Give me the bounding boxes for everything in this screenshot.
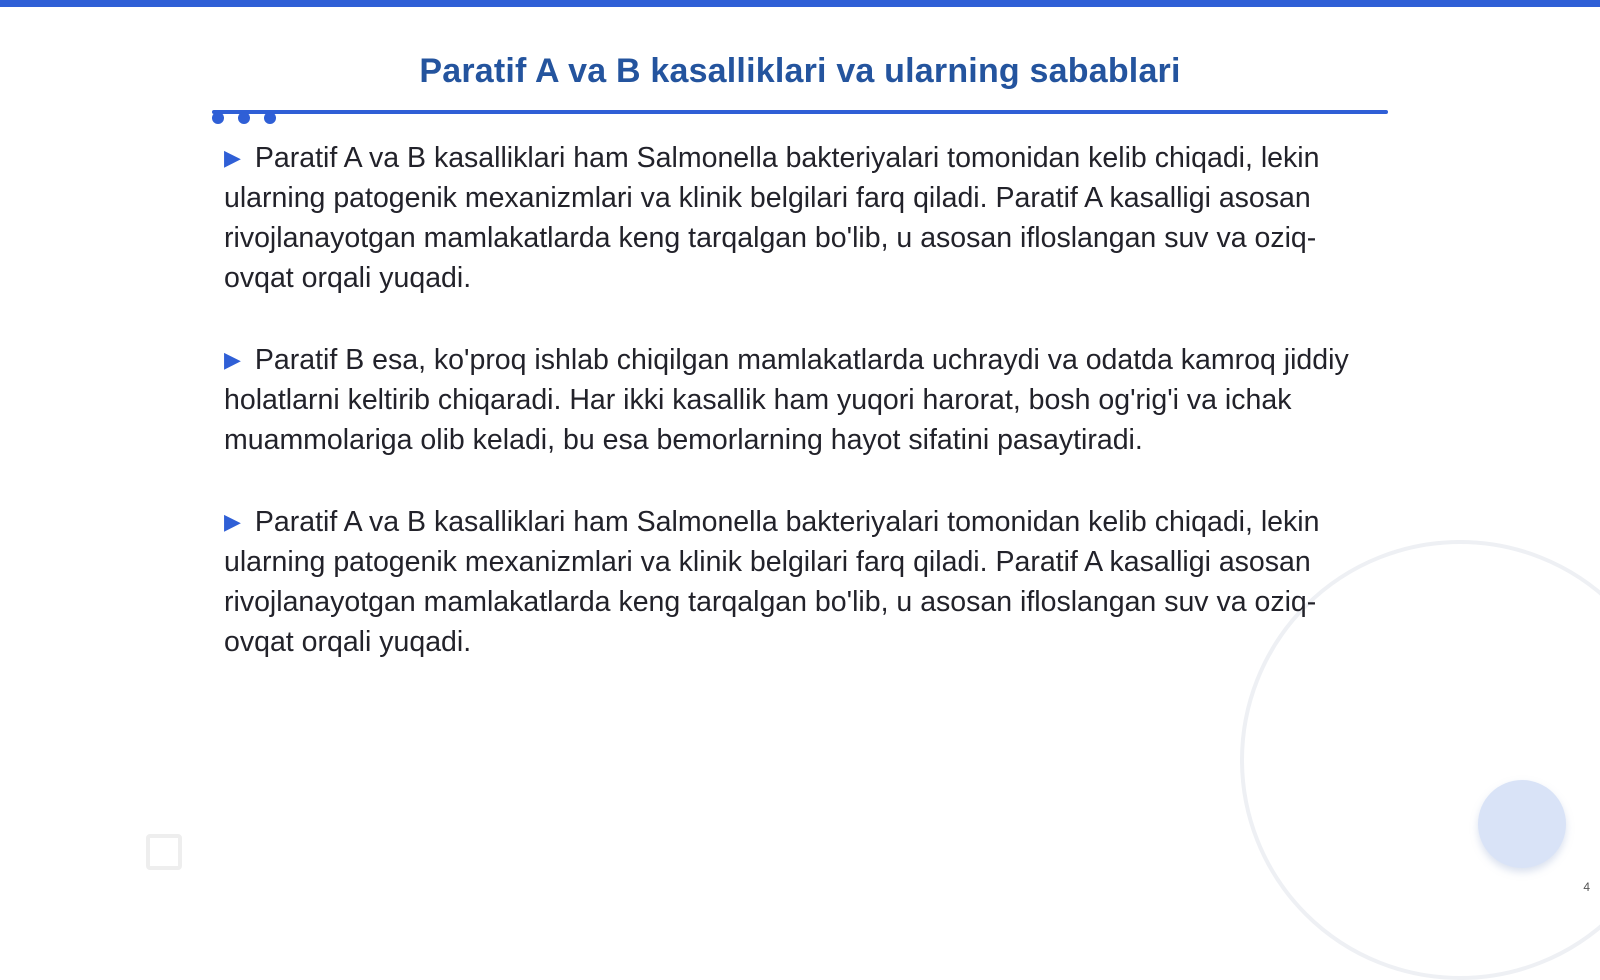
page-number: 4 [1583,880,1590,894]
decorative-circle [1478,780,1566,868]
bullet-item [224,138,1384,298]
slide-title: Paratif A va B kasalliklari va ularning sabablari [419,52,1181,90]
decorative-dot [212,112,224,124]
bullet-item [224,502,1384,662]
decorative-dot [238,112,250,124]
top-accent-bar [0,0,1600,7]
bullet-text: Paratif A va B kasalliklari ham Salmonella bakteriyalari tomonidan kelib chiqadi, lekin ularning patogenik mexanizmlari va klinik belgilari farq qiladi. Paratif A kasalligi asosan rivojlanayotgan mamlakatlarda keng tarqalgan bo'lib, u asosan ifloslangan suv va oziq-ovqat orqali yuqadi. [224,142,1320,294]
bullet-list [224,138,1384,704]
bullet-text: Paratif B esa, ko'proq ishlab chiqilgan mamlakatlarda uchraydi va odatda kamroq jiddiy holatlarni keltirib chiqaradi. Har ikki kasallik ham yuqori harorat, bosh og'rig'i va ichak muammolariga olib keladi, bu esa bemorlarning hayot sifatini pasaytiradi. [224,344,1349,456]
triangle-right-icon: ▶ [224,145,241,170]
bullet-text: Paratif A va B kasalliklari ham Salmonella bakteriyalari tomonidan kelib chiqadi, lekin ularning patogenik mexanizmlari va klinik belgilari farq qiladi. Paratif A kasalligi asosan rivojlanayotgan mamlakatlarda keng tarqalgan bo'lib, u asosan ifloslangan suv va oziq-ovqat orqali yuqadi. [224,506,1320,658]
triangle-right-icon: ▶ [224,347,241,372]
triangle-right-icon: ▶ [224,509,241,534]
decorative-square [146,834,182,870]
decorative-dot [264,112,276,124]
title-underline [212,110,1388,114]
bullet-item [224,340,1384,460]
